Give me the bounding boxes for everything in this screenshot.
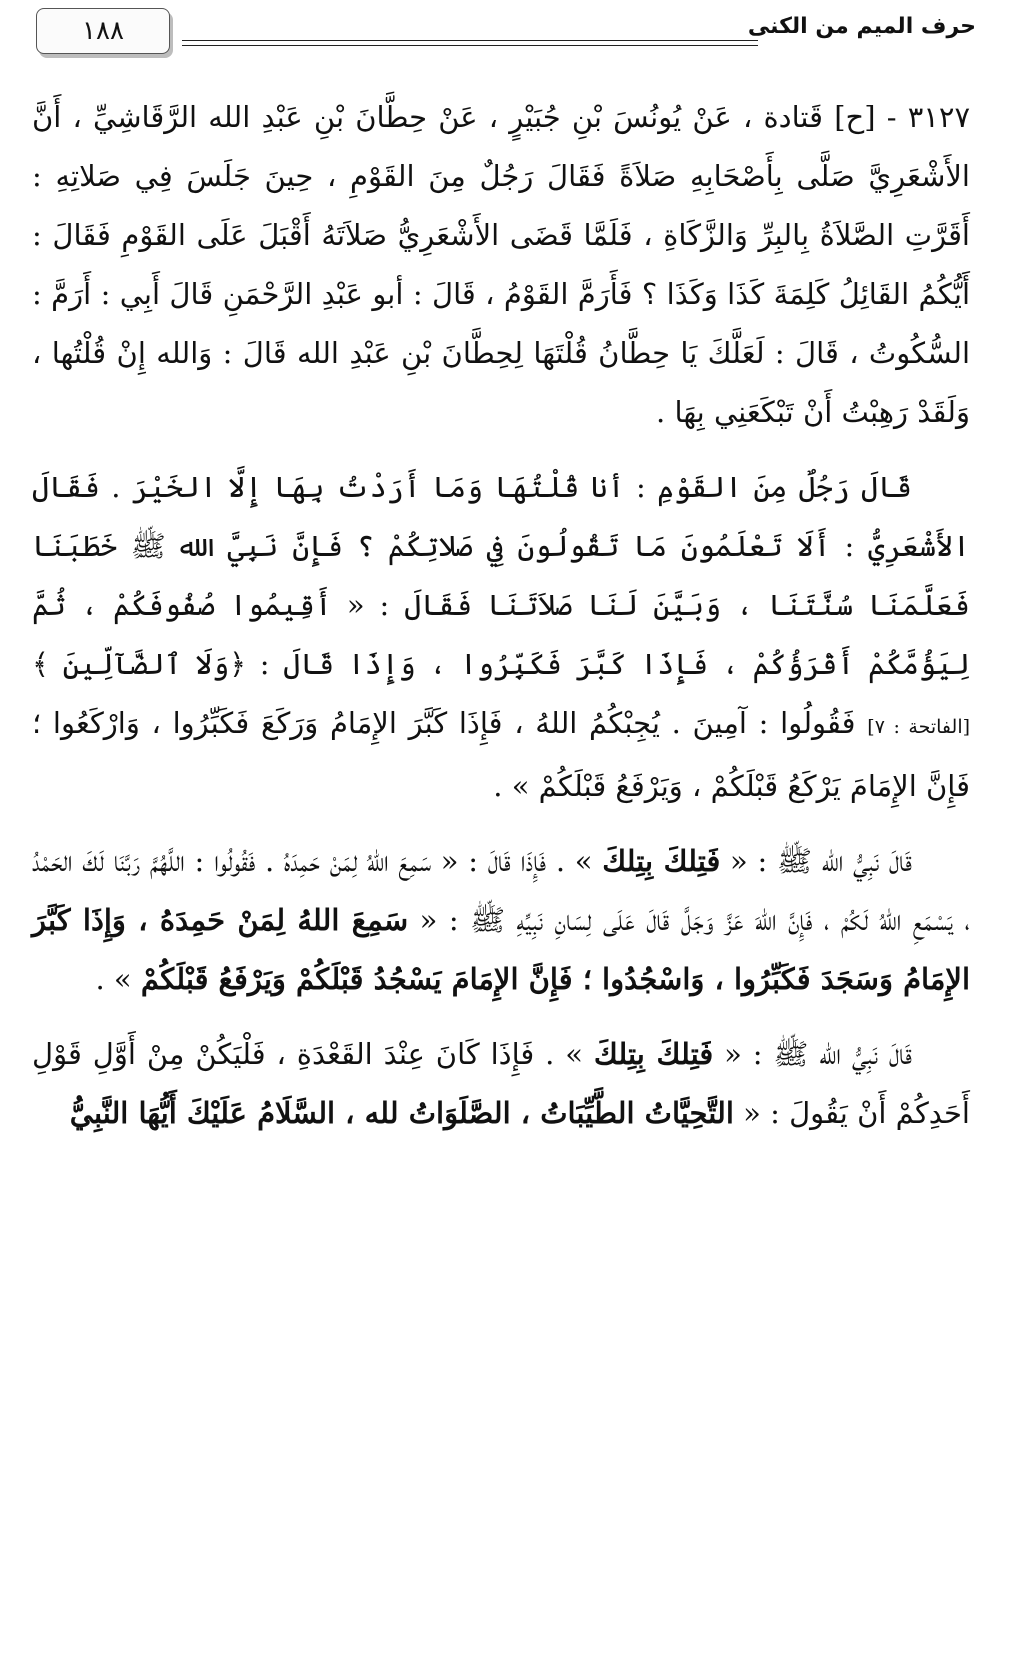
page-number [36, 8, 170, 54]
paragraph-text: » . فَإِذَا قَالَ : « سَمِعَ اللهُ لِمَنْ حَمِدَهُ . فَقُولُوا : اللَّهُمَّ رَبَّنَا لَكَ الحَمْدُ ، يَسْمَعِ اللهُ لَكُمْ ، فَإِنَّ اللهَ عَزَّ وَجَلَّ قَالَ عَلَى لِسَانِ نَبِيِّهِ ﷺ : « [32, 844, 971, 937]
main-text [32, 88, 970, 1159]
bold-quote: فَتِلكَ بِتِلكَ [593, 1037, 714, 1071]
paragraph-text: قَالَ نَبِيُّ الله ﷺ : « [724, 1037, 913, 1071]
bold-quote: التَّحِيَّاتُ الطَّيِّبَاتُ ، الصَّلَوَاتُ لله ، السَّلَامُ عَلَيْكَ أَيُّهَا النَّبِيُّ [69, 1096, 734, 1130]
paragraph-text: قَتادة ، عَنْ يُونُسَ بْنِ جُبَيْرٍ ، عَنْ حِطَّانَ بْنِ عَبْدِ الله الرَّقَاشِيِّ ، أَنَّ الأَشْعَرِيَّ صَلَّى بِأَصْحَابِهِ صَلاَةً فَقَالَ رَجُلٌ مِنَ القَوْمِ ، حِينَ جَلَسَ فِي صَلاتِهِ : أَقَرَّتِ الصَّلاَةُ بِالبِرِّ وَالزَّكَاةِ ، فَلَمَّا قَضَى الأَشْعَرِيُّ صَلاَتَهُ أَقْبَلَ عَلَى القَوْمِ فَقَالَ : أَيُّكُمُ القَائِلُ كَلِمَةَ كَذَا وَكَذَا ؟ فَأَرَمَّ القَوْمُ ، قَالَ : أبو عَبْدِ الرَّحْمَنِ قَالَ أَبِي : أَرَمَّ : السُّكُوتُ ، قَالَ : لَعَلَّكَ يَا حِطَّانُ قُلْتَهَا لِحِطَّانَ بْنِ عَبْدِ الله قَالَ : وَالله إِنْ قُلْتُها ، وَلَقَدْ رَهِبْتُ أَنْ تَبْكَعَنِي بِهَا . [32, 100, 970, 429]
paragraph-text: فَقُولُوا : آمِينَ . يُجِبْكُمُ اللهُ ، فَإِذَا كَبَّرَ الإِمَامُ وَرَكَعَ فَكَبِّرُوا ، وَارْكَعُوا ؛ فَإِنَّ الإِمَامَ يَرْكَعُ قَبْلَكُمْ ، وَيَرْفَعُ قَبْلَكُمْ » . [32, 706, 970, 803]
quran-reference: [الفاتحة : ٧] [867, 716, 971, 738]
hadith-tag: [ح] [834, 100, 876, 134]
paragraph [32, 88, 970, 442]
page-header [36, 8, 976, 66]
page-number-text: ١٨٨ [82, 16, 124, 46]
paragraph-text: » . فَإِذَا كَانَ عِنْدَ القَعْدَةِ ، فَلْيَكُنْ مِنْ أَوَّلِ قَوْلِ أَحَدِكُمْ أَنْ يَقُولَ : « [32, 1037, 970, 1130]
paragraph-text: قَالَ رَجُلٌ مِنَ القَوْمِ : أنا قُلْتُهَا وَمَا أَرَدْتُ بِهَا إِلَّا الخَيْرَ . فَقَالَ الأَشْعَرِيُّ : أَلَا تَعْلَمُونَ مَا تَقُولُونَ فِي صَلاتِكُمْ ؟ فَإِنَّ نَبِيَّ الله ﷺ خَطَبَنَا فَعَلَّمَنَا سُنَّتَنَا ، وَبَيَّنَ لَنَا صَلاَتَنَا فَقَالَ : « أَقِيمُوا صُفُوفَكُمْ ، ثُمَّ لِيَؤُمَّكُمْ أَقْرَؤُكُمْ ، فَإِذَا كَبَّرَ فَكَبِّرُوا ، وَإِذَا قَالَ : ﴿وَلَا ٱلضَّآلِّينَ ﴾ [32, 470, 970, 681]
hadith-number: ٣١٢٧ [907, 100, 971, 134]
bold-quote: سَمِعَ اللهُ لِمَنْ حَمِدَهُ ، وَإِذَا كَبَّرَ الإِمَامُ وَسَجَدَ فَكَبِّرُوا ، وَاسْجُدُوا ؛ فَإِنَّ الإِمَامَ يَسْجُدُ قَبْلَكُمْ وَيَرْفَعُ قَبْلَكُمْ [32, 903, 970, 996]
header-rule [182, 40, 758, 41]
running-title: حرف الميم من الكنى [747, 14, 976, 39]
paragraph [32, 1025, 970, 1143]
paragraph [32, 832, 970, 1009]
dash: - [886, 100, 897, 134]
paragraph-text: » . [95, 962, 132, 996]
paragraph [32, 458, 970, 816]
paragraph-text: قَالَ نَبِيُّ الله ﷺ : « [730, 844, 913, 878]
bold-quote: فَتِلكَ بِتِلكَ [602, 844, 721, 878]
header-rule [182, 45, 758, 46]
